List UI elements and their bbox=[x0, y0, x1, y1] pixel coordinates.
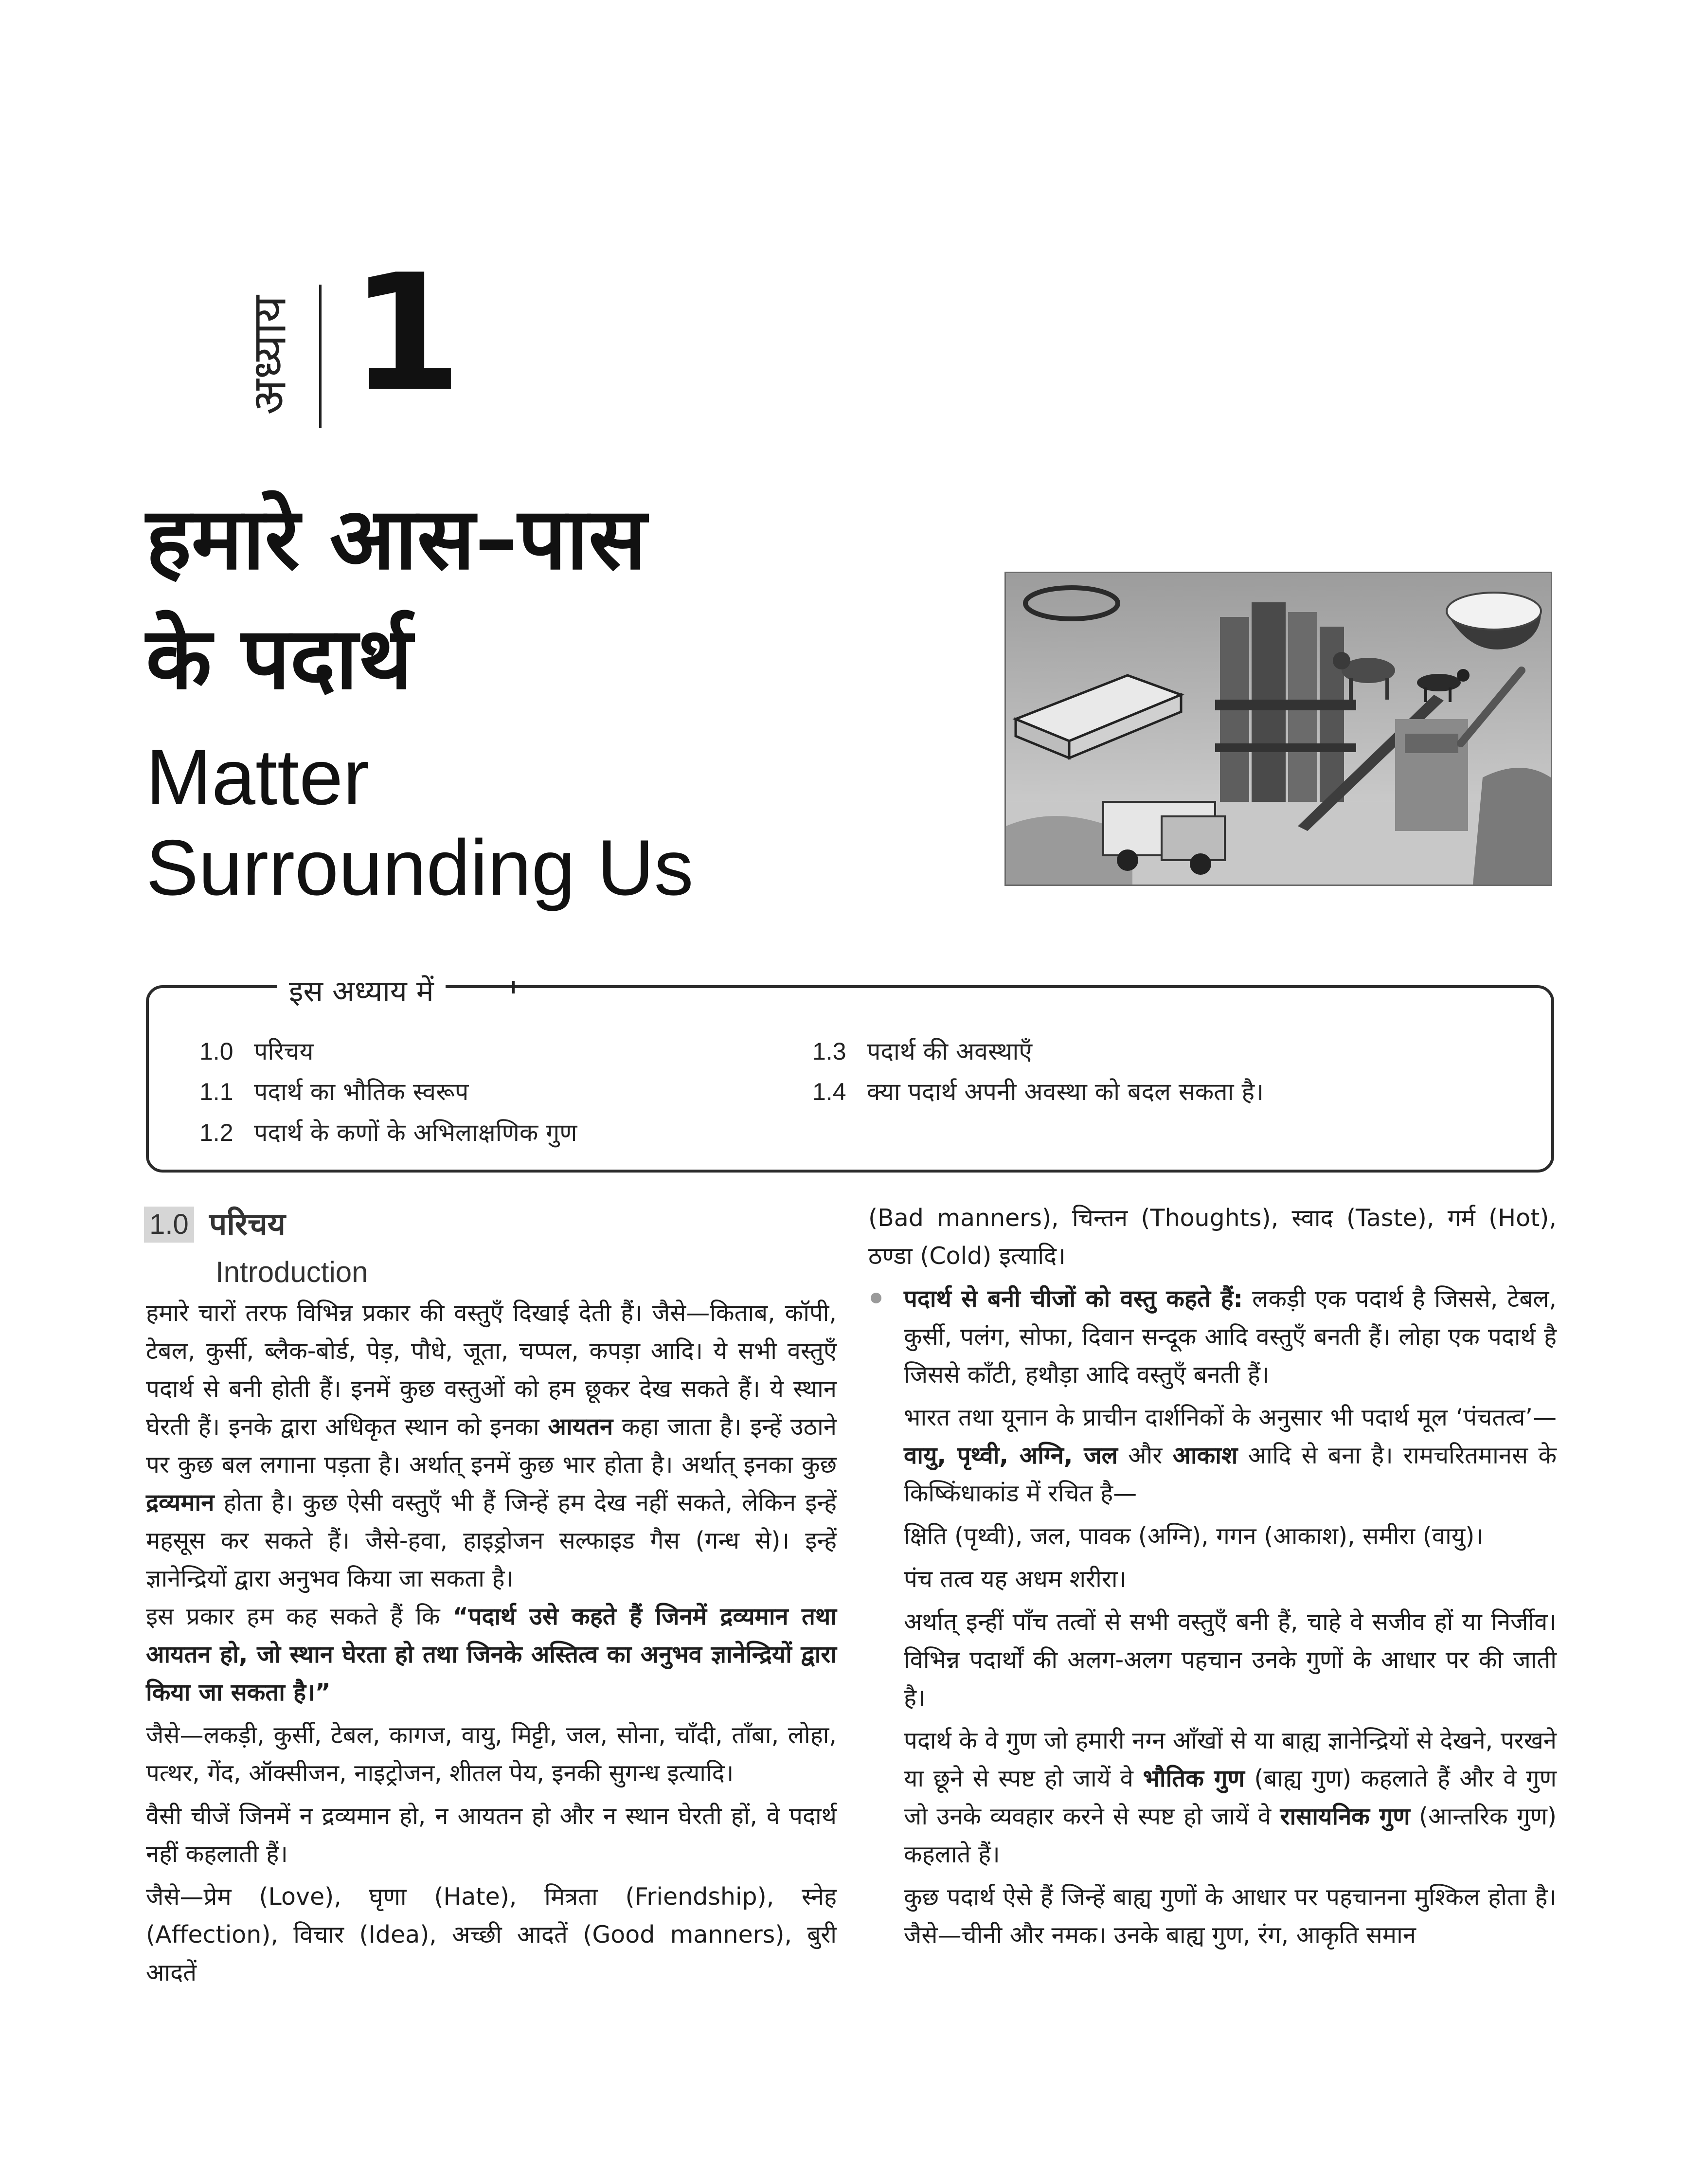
paragraph bbox=[146, 1294, 837, 1598]
chapter-title-english bbox=[146, 732, 876, 914]
toc-item-number: 1.0 bbox=[199, 1038, 233, 1065]
toc-item-number: 1.2 bbox=[199, 1119, 233, 1146]
section-subtitle: Introduction bbox=[215, 1256, 368, 1288]
toc-item-text: परिचय bbox=[254, 1037, 314, 1065]
toc-item-text: पदार्थ की अवस्थाएँ bbox=[867, 1037, 1032, 1065]
section-title: परिचय bbox=[209, 1207, 286, 1243]
bold-term: आयतन bbox=[548, 1413, 613, 1441]
toc-item bbox=[199, 1115, 577, 1148]
paragraph bbox=[868, 1722, 1557, 1874]
bold-term: पदार्थ से बनी चीजों को वस्तु कहते हैं: bbox=[904, 1285, 1243, 1313]
chapter-number: 1 bbox=[350, 240, 462, 427]
bold-term: वायु, पृथ्वी, अग्नि, जल bbox=[904, 1442, 1118, 1469]
toc-item-number: 1.1 bbox=[199, 1078, 233, 1105]
text-span: (बाह्य गुण) कहलाते हैं और वे गुण जो उनके व्यवहार करने से स्पष्ट हो जायें वे bbox=[904, 1765, 1557, 1830]
matter-collage-image bbox=[1004, 572, 1552, 886]
toc-item bbox=[199, 1074, 468, 1107]
collage-illustration bbox=[1006, 573, 1551, 884]
paragraph: (Bad manners), चिन्तन (Thoughts), स्वाद (Taste), गर्म (Hot), ठण्डा (Cold) इत्यादि। bbox=[868, 1204, 1557, 1270]
text-span: हमारे चारों तरफ विभिन्न प्रकार की वस्तुएँ दिखाई देती हैं। जैसे—किताब, कॉपी, टेबल, कुर्सी, ब्लैक-बोर्ड, पेड़, पौधे, जूता, चप्पल, कपड़ा आदि। ये सभी वस्तुएँ पदार्थ से बनी होती हैं। इनमें कुछ वस्तुओं को हम छूकर देख सकते हैं। ये स्थान घेरती हैं। इनके द्वारा अधिकृत स्थान को इनका bbox=[146, 1299, 837, 1441]
bold-term: द्रव्यमान bbox=[146, 1489, 215, 1516]
chapter-label: अध्याय bbox=[242, 295, 297, 415]
title-english-line-2: Surrounding Us bbox=[146, 824, 694, 912]
toc-item-number: 1.4 bbox=[812, 1078, 846, 1105]
text-span: लकड़ी एक पदार्थ है जिससे, टेबल, कुर्सी, पलंग, सोफा, दिवान सन्दूक आदि वस्तुएँ बनती हैं। लोहा एक पदार्थ है जिससे काँटी, हथौड़ा आदि वस्तुएँ बनती हैं। bbox=[904, 1285, 1557, 1389]
chapter-divider bbox=[319, 285, 322, 428]
text-span: (आन्तरिक गुण) कहलाते हैं। bbox=[904, 1803, 1557, 1868]
bold-term: आकाश bbox=[1172, 1442, 1238, 1469]
definition-paragraph bbox=[146, 1598, 837, 1712]
section-number: 1.0 bbox=[144, 1207, 194, 1243]
verse-line: क्षिति (पृथ्वी), जल, पावक (अग्नि), गगन (आकाश), समीरा (वायु)। bbox=[904, 1522, 1484, 1550]
toc-item-text: क्या पदार्थ अपनी अवस्था को बदल सकता है। bbox=[867, 1078, 1264, 1106]
text-span: भारत तथा यूनान के प्राचीन दार्शनिकों के अनुसार भी पदार्थ मूल ‘पंचतत्व’— bbox=[904, 1404, 1557, 1431]
toc-item-number: 1.3 bbox=[812, 1038, 846, 1065]
text-span: और bbox=[1128, 1442, 1163, 1469]
bullet-paragraph bbox=[868, 1280, 1557, 1394]
paragraph: जैसे—प्रेम (Love), घृणा (Hate), मित्रता (Friendship), स्नेह (Affection), विचार (Idea), अच्छी आदतें (Good manners), बुरी आदतें bbox=[146, 1883, 837, 1986]
left-column bbox=[146, 1294, 837, 1992]
right-column bbox=[868, 1199, 1557, 1954]
title-english-line-1: Matter bbox=[146, 733, 370, 821]
toc-item bbox=[812, 1074, 1264, 1107]
bold-term: रासायनिक गुण bbox=[1280, 1803, 1410, 1830]
toc-item bbox=[199, 1034, 314, 1067]
contents-label: इस अध्याय में bbox=[277, 970, 446, 1010]
text-span: इस प्रकार हम कह सकते हैं कि bbox=[146, 1603, 440, 1630]
paragraph: वैसी चीजें जिनमें न द्रव्यमान हो, न आयतन हो और न स्थान घेरती हों, वे पदार्थ नहीं कहलाती हैं। bbox=[146, 1802, 837, 1868]
text-span: होता है। कुछ ऐसी वस्तुएँ भी हैं जिन्हें हम देख नहीं सकते, लेकिन इन्हें महसूस कर सकते हैं। जैसे-हवा, हाइड्रोजन सल्फाइड गैस (गन्ध से)। इन्हें ज्ञानेन्द्रियों द्वारा अनुभव किया जा सकता है। bbox=[146, 1489, 837, 1592]
paragraph bbox=[868, 1399, 1557, 1513]
text-span: पदार्थ के वे गुण जो हमारी नग्न आँखों से या बाह्य ज्ञानेन्द्रियों से देखने, परखने या छूने से स्पष्ट हो जायें वे bbox=[904, 1727, 1557, 1792]
toc-item-text: पदार्थ के कणों के अभिलाक्षणिक गुण bbox=[254, 1119, 577, 1147]
bold-term: भौतिक गुण bbox=[1143, 1765, 1245, 1792]
title-hindi-line-1: हमारे आस–पास bbox=[146, 489, 646, 589]
definition-bold: “पदार्थ उसे कहते हैं जिनमें द्रव्यमान तथा आयतन हो, जो स्थान घेरता हो तथा जिनके अस्तित्व का अनुभव ज्ञानेन्द्रियों द्वारा किया जा सकता है।” bbox=[146, 1603, 837, 1706]
title-hindi-line-2: के पदार्थ bbox=[146, 609, 412, 709]
toc-item bbox=[812, 1034, 1032, 1067]
toc-item-text: पदार्थ का भौतिक स्वरूप bbox=[254, 1078, 469, 1106]
contents-label-tick bbox=[512, 981, 515, 993]
chapter-title-hindi bbox=[146, 479, 876, 719]
text-span: कहा जाता है। इन्हें उठाने पर कुछ बल लगाना पड़ता है। अर्थात् इनमें कुछ भार होता है। अर्थात् इनका कुछ bbox=[146, 1413, 837, 1479]
text-span: आदि से बना है। रामचरितमानस के किष्किंधाकांड में रचित है— bbox=[904, 1442, 1557, 1507]
paragraph: अर्थात् इन्हीं पाँच तत्वों से सभी वस्तुएँ बनी हैं, चाहे वे सजीव हों या निर्जीव। विभिन्न पदार्थों की अलग-अलग पहचान उनके गुणों के आधार पर की जाती है। bbox=[904, 1608, 1557, 1712]
verse-line: पंच तत्व यह अधम शरीरा। bbox=[904, 1565, 1127, 1593]
paragraph: जैसे—लकड़ी, कुर्सी, टेबल, कागज, वायु, मिट्टी, जल, सोना, चाँदी, ताँबा, लोहा, पत्थर, गेंद, ऑक्सीजन, नाइट्रोजन, शीतल पेय, इनकी सुगन्ध इत्यादि। bbox=[146, 1721, 837, 1787]
paragraph: कुछ पदार्थ ऐसे हैं जिन्हें बाह्य गुणों के आधार पर पहचानना मुश्किल होता है। जैसे—चीनी और नमक। उनके बाह्य गुण, रंग, आकृति समान bbox=[904, 1883, 1557, 1949]
bullet-dot bbox=[871, 1293, 881, 1303]
